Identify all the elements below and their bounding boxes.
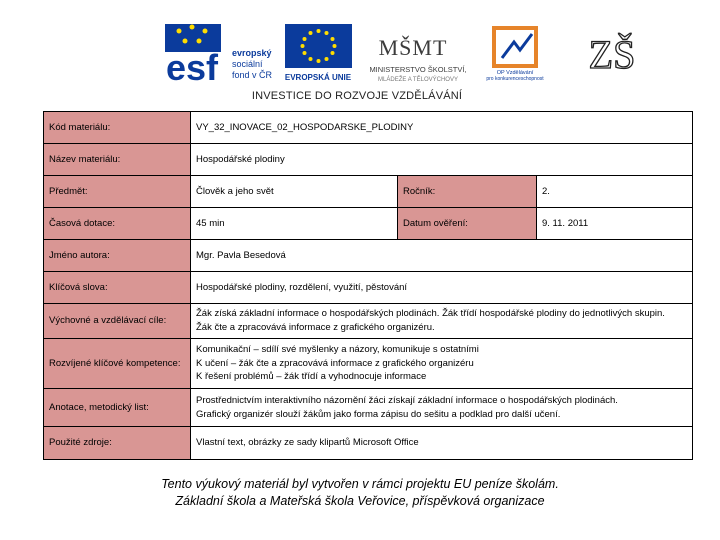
row-slova <box>44 272 693 304</box>
anotace-value <box>191 389 693 427</box>
kompetence-line-2: K učení – žák čte a zpracovává informace z grafického organizéru <box>196 357 474 369</box>
cile-line-2: Žák čte a zpracovává informace z grafického organizéru. <box>196 322 435 333</box>
material-info-table <box>43 111 693 460</box>
esf-text-3: fond v ČR <box>232 70 273 80</box>
overeni-label: Datum ověření: <box>398 208 537 240</box>
autor-value: Mgr. Pavla Besedová <box>191 240 693 272</box>
overeni-value: 9. 11. 2011 <box>537 208 693 240</box>
cile-label: Výchovné a vzdělávací cíle: <box>44 304 191 339</box>
school-mark: ZŠ <box>588 32 636 77</box>
rocnik-label: Ročník: <box>398 176 537 208</box>
op-logo <box>486 28 544 82</box>
dotace-value: 45 min <box>191 208 398 240</box>
header-slogan: INVESTICE DO ROZVOJE VZDĚLÁVÁNÍ <box>251 90 463 102</box>
row-nazev <box>44 144 693 176</box>
slova-label: Klíčová slova: <box>44 272 191 304</box>
esf-logo <box>165 24 273 88</box>
msmt-text-1: MINISTERSTVO ŠKOLSTVÍ, <box>369 65 467 74</box>
row-dotace <box>44 208 693 240</box>
kod-label: Kód materiálu: <box>44 112 191 144</box>
nazev-value: Hospodářské plodiny <box>191 144 693 176</box>
esf-text-2: sociální <box>232 59 263 69</box>
msmt-text-2: MLÁDEŽE A TĚLOVÝCHOVY <box>378 77 458 83</box>
anotace-label: Anotace, metodický list: <box>44 389 191 427</box>
predmet-value: Člověk a jeho svět <box>191 176 398 208</box>
kod-value: VY_32_INOVACE_02_HOSPODARSKE_PLODINY <box>191 112 693 144</box>
nazev-label: Název materiálu: <box>44 144 191 176</box>
predmet-label: Předmět: <box>44 176 191 208</box>
cile-line-1: Žák získá základní informace o hospodářských plodinách. Žák třídí hospodářské plodiny do jednotlivých skupin. <box>196 308 665 320</box>
anotace-line-1: Prostřednictvím interaktivního názornění žáci získají základní informace o hospodářských plodinách. <box>196 394 618 406</box>
msmt-mark: MŠMT <box>378 35 448 60</box>
esf-text-1: evropský <box>232 48 272 58</box>
zdroje-label: Použité zdroje: <box>44 427 191 460</box>
row-autor <box>44 240 693 272</box>
kompetence-line-3: K řešení problémů – žák třídí a vyhodnocuje informace <box>196 371 427 383</box>
row-predmet <box>44 176 693 208</box>
kompetence-value <box>191 339 693 389</box>
op-text-1: OP Vzdělávání <box>496 70 534 76</box>
row-anotace <box>44 389 693 427</box>
op-text-2: pro konkurenceschopnost <box>486 76 544 82</box>
autor-label: Jméno autora: <box>44 240 191 272</box>
esf-brand: esf <box>166 47 219 88</box>
row-kompetence <box>44 339 693 389</box>
msmt-logo <box>369 35 466 83</box>
anotace-line-2: Grafický organizér slouží žákům jako forma zápisu do sešitu a podklad pro další učení. <box>196 408 561 420</box>
eu-flag-logo <box>285 24 352 82</box>
row-cile <box>44 304 693 339</box>
row-zdroje <box>44 427 693 460</box>
header-logos <box>0 0 720 105</box>
school-logo <box>589 32 636 77</box>
dotace-label: Časová dotace: <box>44 208 191 240</box>
kompetence-line-1: Komunikační – sdílí své myšlenky a názory, komunikuje s ostatními <box>196 343 479 355</box>
footer-line-2: Základní škola a Mateřská škola Veřovice, příspěvková organizace <box>175 493 545 508</box>
footer-note <box>0 476 720 510</box>
footer-line-1: Tento výukový materiál byl vytvořen v rámci projektu EU peníze školám. <box>161 477 559 491</box>
rocnik-value: 2. <box>537 176 693 208</box>
kompetence-label: Rozvíjené klíčové kompetence: <box>44 339 191 389</box>
slova-value: Hospodářské plodiny, rozdělení, využití, pěstování <box>191 272 693 304</box>
row-kod <box>44 112 693 144</box>
cile-value <box>191 304 693 339</box>
zdroje-value: Vlastní text, obrázky ze sady klipartů Microsoft Office <box>191 427 693 460</box>
eu-label: EVROPSKÁ UNIE <box>284 73 352 82</box>
